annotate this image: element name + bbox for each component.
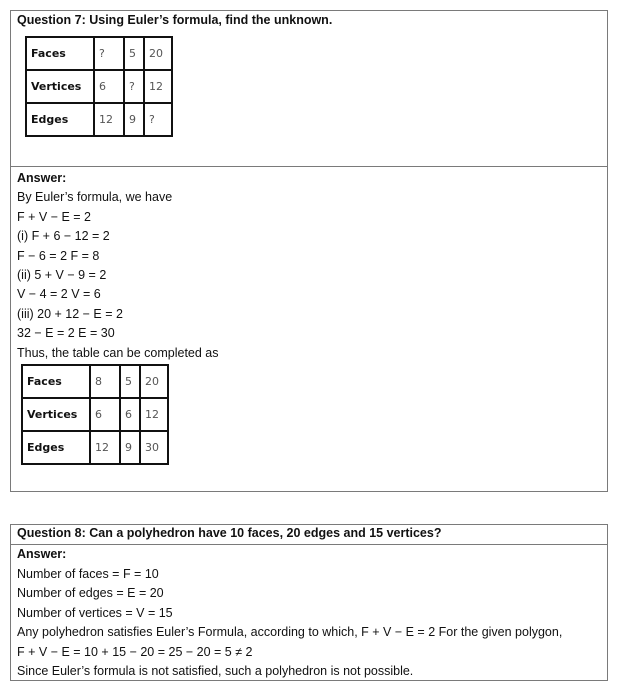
cell: 6: [120, 398, 140, 431]
row-label: Edges: [22, 431, 90, 464]
question-7-header: [11, 11, 607, 167]
answer-line: Number of edges = E = 20: [17, 586, 164, 600]
cell: 30: [140, 431, 168, 464]
answer-line: 32 − E = 2 E = 30: [17, 326, 115, 341]
table-row: [22, 365, 168, 398]
question-7-answer: [11, 167, 607, 365]
answer-line: (iii) 20 + 12 − E = 2: [17, 306, 123, 321]
table-row: [26, 37, 172, 70]
cell: ?: [94, 37, 124, 70]
cell: 6: [90, 398, 120, 431]
answer-line: Any polyhedron satisfies Euler’s Formula, according to which, F + V − E = 2 For the given polygon,: [17, 625, 563, 639]
answer-line: F + V − E = 2: [17, 209, 91, 224]
answer-line: (i) F + 6 − 12 = 2: [17, 229, 110, 244]
table-row: [22, 398, 168, 431]
cell: 12: [144, 70, 172, 103]
question-8-answer: [11, 545, 607, 684]
cell: 8: [90, 365, 120, 398]
question-8-box: [10, 524, 608, 681]
answer-line: V − 4 = 2 V = 6: [17, 287, 101, 302]
table-row: [26, 70, 172, 103]
answer-line: Thus, the table can be completed as: [17, 345, 219, 360]
cell: 20: [144, 37, 172, 70]
cell: ?: [124, 70, 144, 103]
table-row: [26, 103, 172, 136]
answer-line: By Euler’s formula, we have: [17, 190, 173, 205]
cell: 12: [94, 103, 124, 136]
row-label: Edges: [26, 103, 94, 136]
answer-line: Number of vertices = V = 15: [17, 605, 173, 620]
answer-line: F + V − E = 10 + 15 − 20 = 25 − 20 = 5 ≠ 2: [17, 644, 253, 659]
question-7-box: [10, 10, 608, 492]
answer-line: (ii) 5 + V − 9 = 2: [17, 267, 107, 282]
question-7-title: Question 7: Using Euler’s formula, find the unknown.: [17, 13, 333, 27]
question-8-title: Question 8: Can a polyhedron have 10 faces, 20 edges and 15 vertices?: [17, 526, 442, 540]
answer-line: Since Euler’s formula is not satisfied, such a polyhedron is not possible.: [17, 664, 414, 678]
cell: 12: [90, 431, 120, 464]
table-row: [22, 431, 168, 464]
cell: 5: [124, 37, 144, 70]
row-label: Vertices: [22, 398, 90, 431]
row-label: Faces: [22, 365, 90, 398]
cell: 12: [140, 398, 168, 431]
answer-label: Answer:: [17, 171, 67, 185]
cell: 5: [120, 365, 140, 398]
cell: 6: [94, 70, 124, 103]
cell: 9: [124, 103, 144, 136]
answer-line: Number of faces = F = 10: [17, 566, 159, 581]
question-7-table: [25, 36, 173, 137]
cell: 9: [120, 431, 140, 464]
question-8-header: [11, 525, 607, 545]
answer-line: F − 6 = 2 F = 8: [17, 248, 100, 263]
completed-table: [21, 364, 169, 465]
cell: 20: [140, 365, 168, 398]
row-label: Vertices: [26, 70, 94, 103]
row-label: Faces: [26, 37, 94, 70]
answer-label: Answer:: [17, 547, 67, 561]
cell: ?: [144, 103, 172, 136]
